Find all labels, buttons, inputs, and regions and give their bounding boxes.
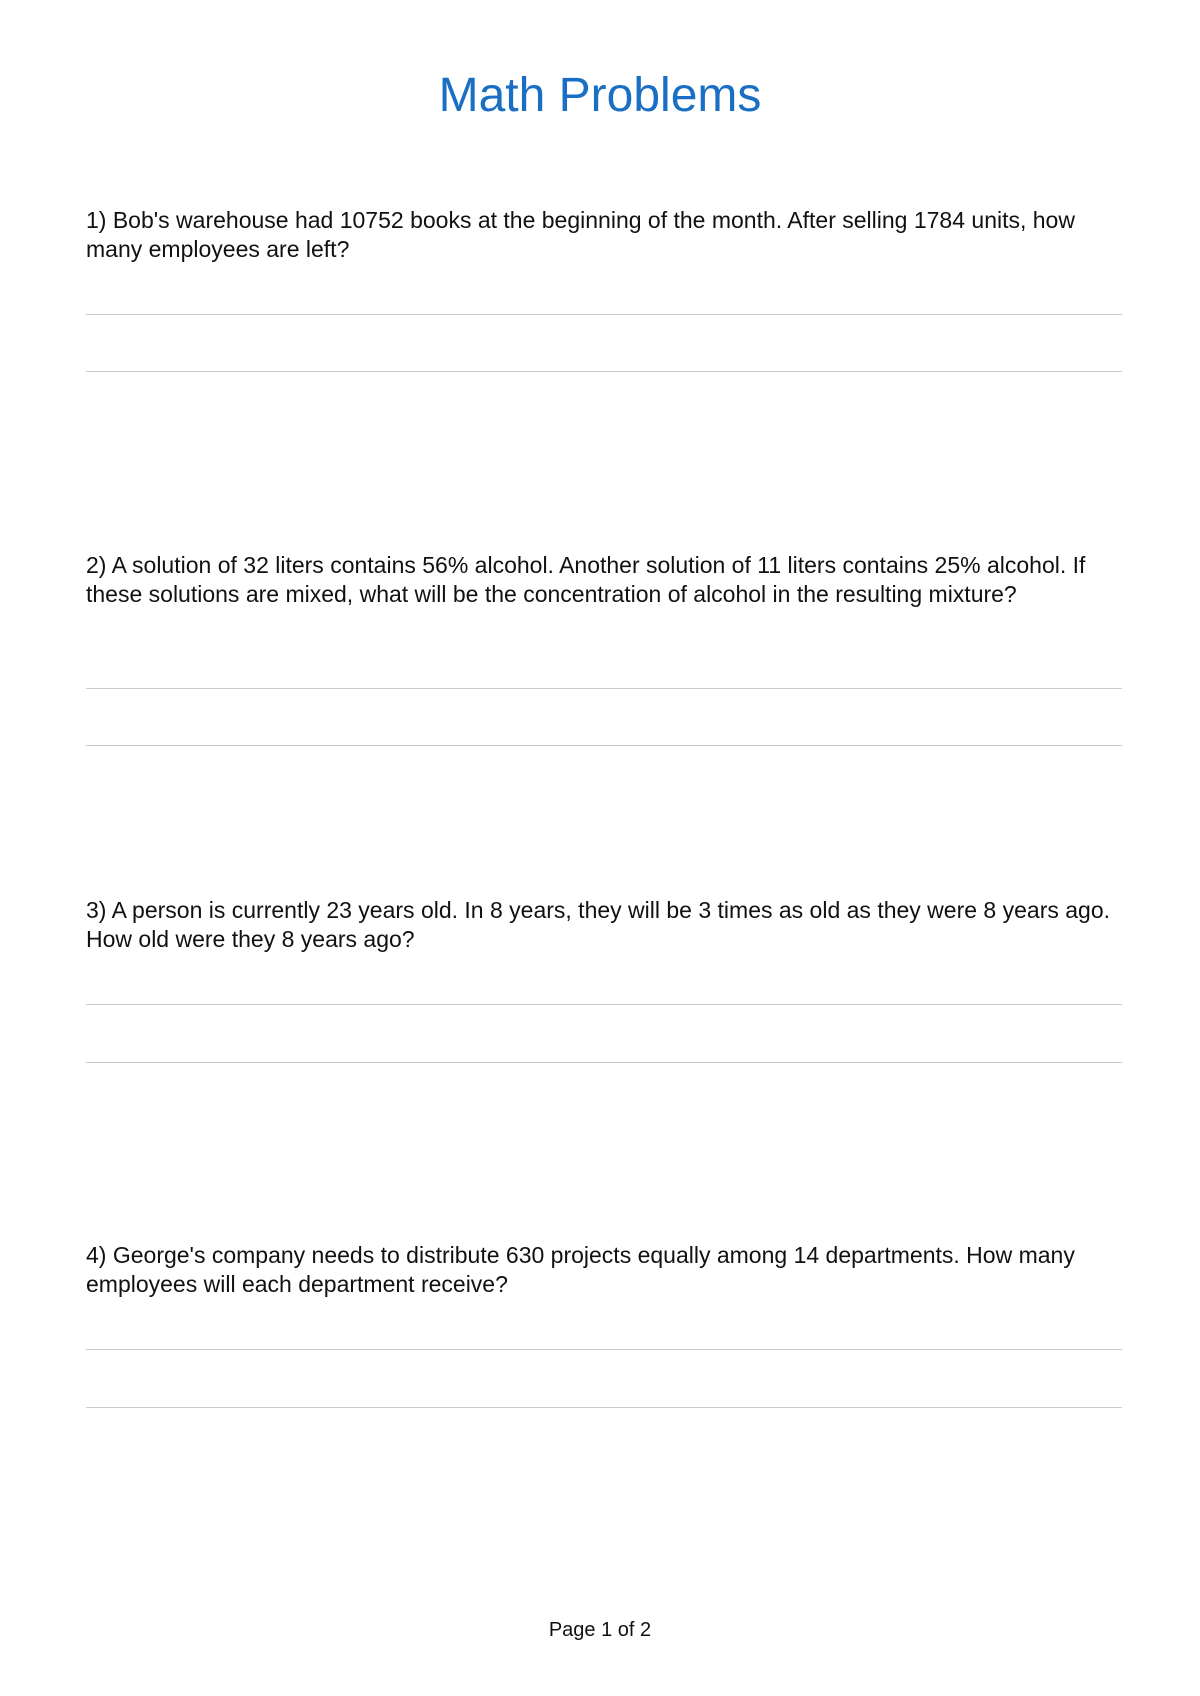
problem-4 — [86, 1241, 1122, 1298]
problem-text: 4) George's company needs to distribute 630 projects equally among 14 departments. How many employees will each department receive? — [86, 1242, 1075, 1297]
problem-2 — [86, 551, 1122, 608]
answer-line — [86, 1349, 1122, 1350]
page-title: Math Problems — [438, 69, 762, 122]
problem-text: 3) A person is currently 23 years old. In 8 years, they will be 3 times as old as they were 8 years ago. How old were they 8 years ago? — [86, 897, 1111, 952]
problem-text: 1) Bob's warehouse had 10752 books at the beginning of the month. After selling 1784 units, how many employees are left? — [86, 207, 1075, 262]
problem-1 — [86, 206, 1122, 263]
answer-line — [86, 745, 1122, 746]
problem-3 — [86, 896, 1122, 953]
page-number: Page 1 of 2 — [548, 1619, 652, 1641]
answer-line — [86, 314, 1122, 315]
answer-line — [86, 1062, 1122, 1063]
answer-line — [86, 688, 1122, 689]
problem-text: 2) A solution of 32 liters contains 56% alcohol. Another solution of 11 liters contains 25% alcohol. If these solutions are mixed, what will be the concentration of alcohol in the resulting mixture? — [86, 552, 1086, 607]
answer-line — [86, 1004, 1122, 1005]
answer-line — [86, 1407, 1122, 1408]
answer-line — [86, 371, 1122, 372]
